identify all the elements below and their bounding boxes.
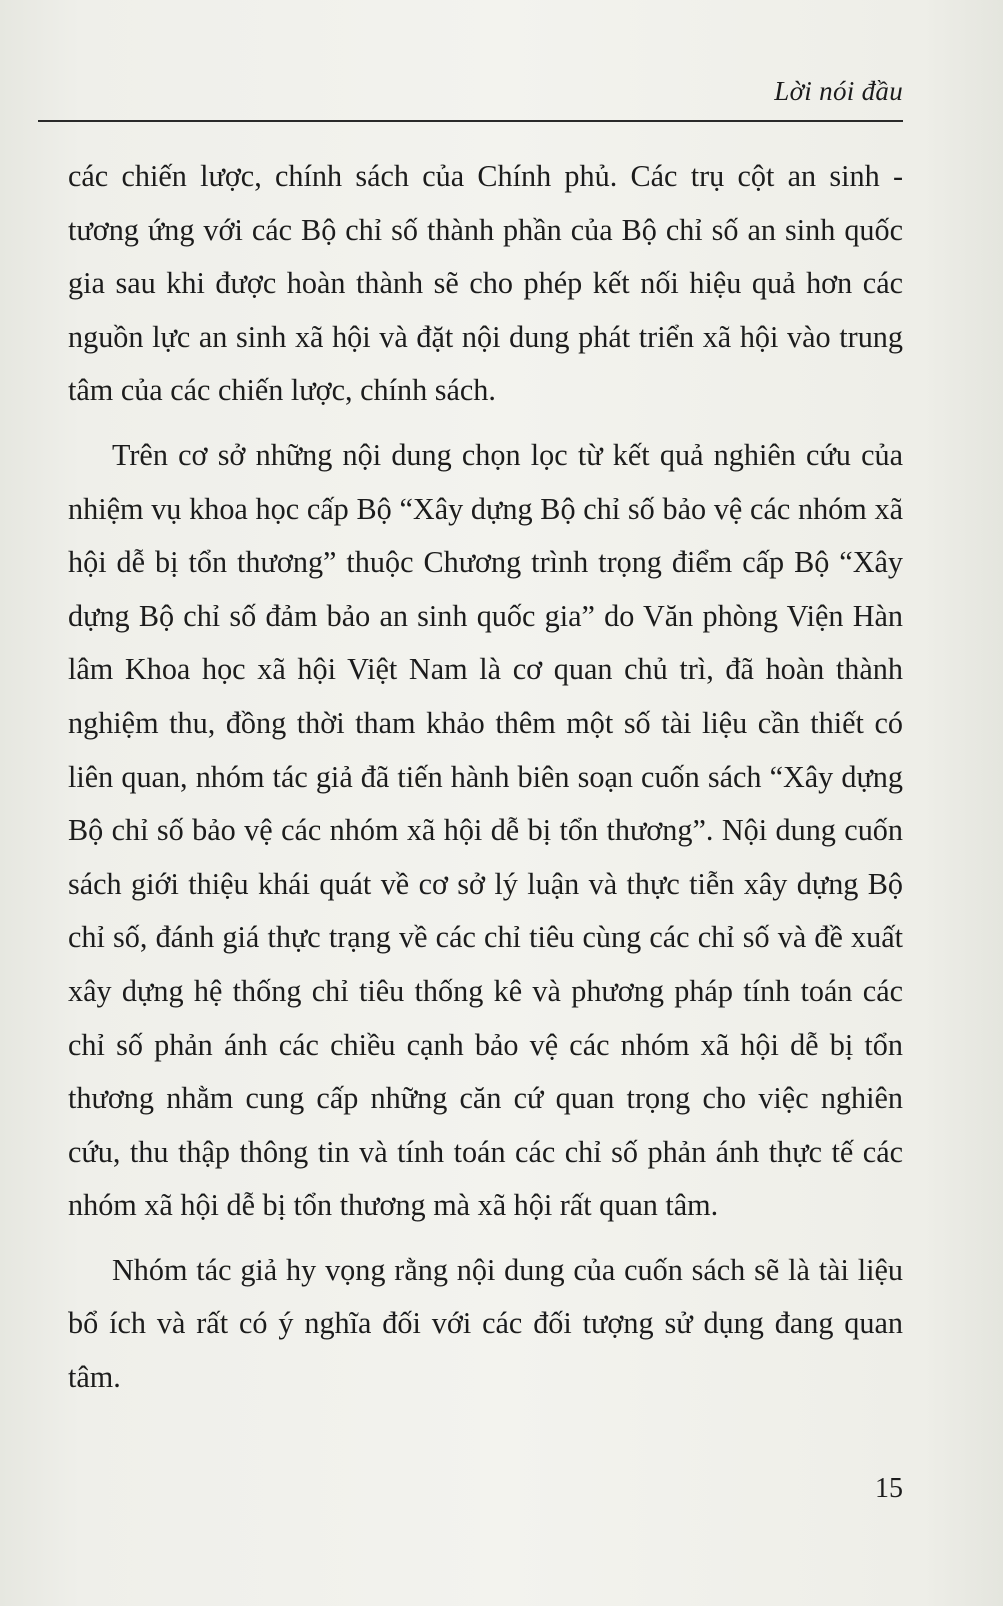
paragraph: Trên cơ sở những nội dung chọn lọc từ kết quả nghiên cứu của nhiệm vụ khoa học cấp Bộ “Xây dựng Bộ chỉ số bảo vệ các nhóm xã hội dễ bị tổn thương” thuộc Chương trình trọng điểm cấp Bộ “Xây dựng Bộ chỉ số đảm bảo an sinh quốc gia” do Văn phòng Viện Hàn lâm Khoa học xã hội Việt Nam là cơ quan chủ trì, đã hoàn thành nghiệm thu, đồng thời tham khảo thêm một số tài liệu cần thiết có liên quan, nhóm tác giả đã tiến hành biên soạn cuốn sách “Xây dựng Bộ chỉ số bảo vệ các nhóm xã hội dễ bị tổn thương”. Nội dung cuốn sách giới thiệu khái quát về cơ sở lý luận và thực tiễn xây dựng Bộ chỉ số, đánh giá thực trạng về các chỉ tiêu cùng các chỉ số và đề xuất xây dựng hệ thống chỉ tiêu thống kê và phương pháp tính toán các chỉ số phản ánh các chiều cạnh bảo vệ các nhóm xã hội dễ bị tổn thương nhằm cung cấp những căn cứ quan trọng cho việc nghiên cứu, thu thập thông tin và tính toán các chỉ số phản ánh thực tế các nhóm xã hội dễ bị tổn thương mà xã hội rất quan tâm.: [68, 437, 903, 1223]
body-text: [68, 150, 903, 1405]
running-header: Lời nói đầu: [774, 76, 903, 106]
paragraph: Nhóm tác giả hy vọng rằng nội dung của cuốn sách sẽ là tài liệu bổ ích và rất có ý nghĩa đối với các đối tượng sử dụng đang quan tâm.: [68, 1252, 903, 1395]
page-number: 15: [875, 1473, 903, 1504]
header-rule: [38, 120, 903, 122]
paragraph-continuation: các chiến lược, chính sách của Chính phủ. Các trụ cột an sinh - tương ứng với các Bộ chỉ số thành phần của Bộ chỉ số an sinh quốc gia sau khi được hoàn thành sẽ cho phép kết nối hiệu quả hơn các nguồn lực an sinh xã hội và đặt nội dung phát triển xã hội vào trung tâm của các chiến lược, chính sách.: [68, 159, 903, 408]
